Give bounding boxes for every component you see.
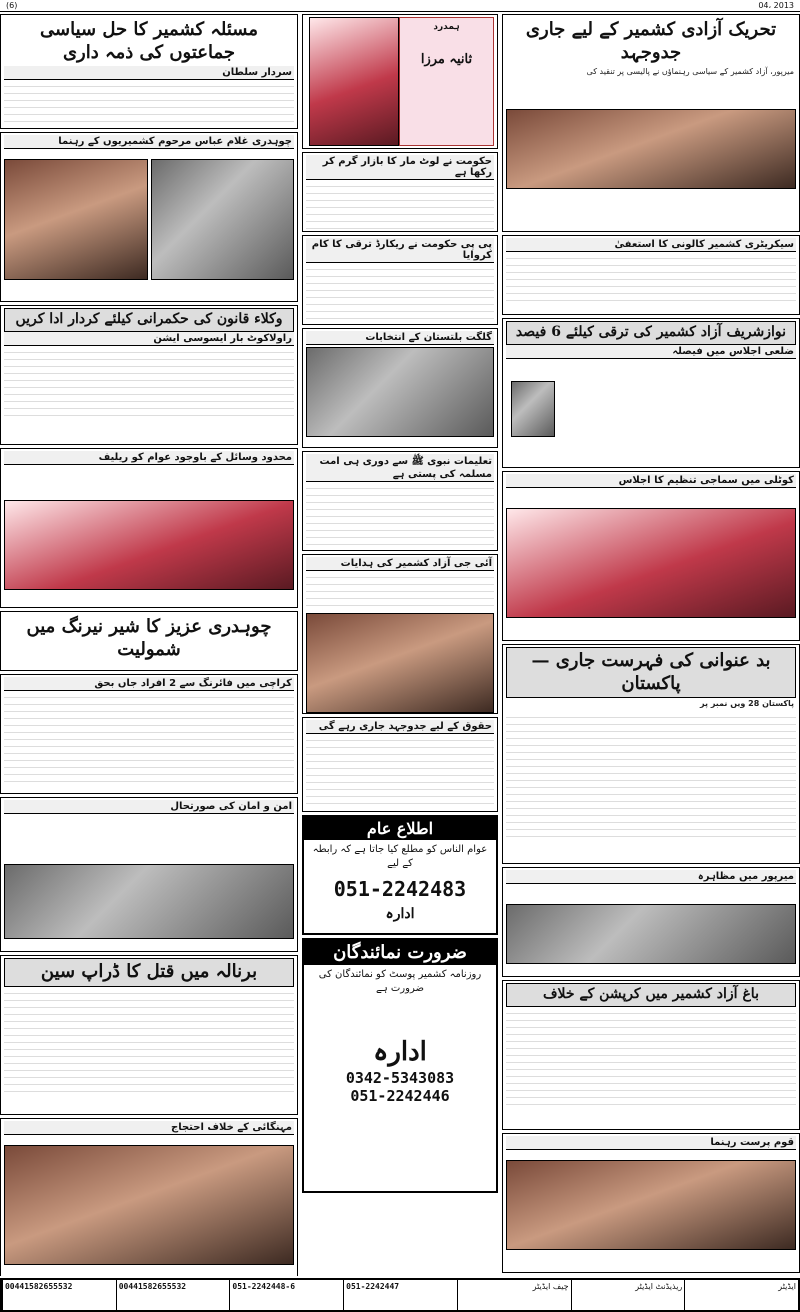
public-notice-text: عوام الناس کو مطلع کیا جاتا ہے کہ رابطہ کے لیے: [312, 844, 488, 869]
story-right-6: [502, 867, 800, 977]
story-left-8-headline: برنالہ میں قتل کا ڈراپ سین: [4, 958, 294, 987]
footer-resident-editor: ریذیڈنٹ ایڈیٹر: [571, 1280, 685, 1310]
officials-photo-1: [151, 159, 295, 280]
story-mid-1: [302, 152, 498, 232]
public-notice-ad: [302, 815, 498, 935]
celebrity-photo: [309, 17, 399, 146]
story-mid-4-headline: تعلیمات نبوی ﷺ سے دوری ہی امت مسلمہ کی پستی ہے: [306, 454, 494, 482]
lead-story-left: [0, 14, 298, 129]
story-mid-5-text: [306, 571, 494, 611]
story-left-6: [0, 674, 298, 794]
reporters-wanted-ad: [302, 938, 498, 1193]
story-right-7: [502, 980, 800, 1130]
story-left-9: [0, 1118, 298, 1276]
officials-photo-2: [4, 159, 148, 280]
lead-headline-left: مسئلہ کشمیر کا حل سیاسی جماعتوں کی ذمہ داری: [40, 19, 258, 63]
story-left-8-text: [4, 987, 294, 1097]
story-right-7-headline: باغ آزاد کشمیر میں کرپشن کے خلاف: [506, 983, 796, 1007]
event-photo-left: [4, 500, 294, 590]
story-left-3-headline: وکلاء قانون کی حکمرانی کیلئے کردار ادا کریں: [4, 308, 294, 332]
group-photo-right: [506, 508, 796, 618]
story-mid-2: [302, 235, 498, 325]
story-mid-3-headline: گلگت بلتستان کے انتخابات: [306, 331, 494, 345]
story-right-2-text: [506, 252, 796, 307]
story-left-3-text: [4, 346, 294, 416]
reporters-wanted-title: ضرورت نمائندگان: [304, 940, 496, 965]
story-left-5-headline: چوہدری عزیز کا شیر نیرنگ میں شمولیت: [26, 616, 272, 660]
gathering-photo: [4, 864, 294, 939]
story-mid-5: [302, 554, 498, 714]
lead-story-right: [502, 14, 800, 232]
middle-column: [302, 14, 498, 1276]
story-left-5: [0, 611, 298, 671]
story-right-4: [502, 471, 800, 641]
story-left-2: [0, 132, 298, 302]
footer-chief-editor: چیف ایڈیٹر: [457, 1280, 571, 1310]
story-left-8: [0, 955, 298, 1115]
story-mid-1-headline: حکومت نے لوٹ مار کا بازار گرم کر رکھا ہے: [306, 155, 494, 180]
public-notice-title: اطلاع عام: [304, 817, 496, 840]
story-right-4-headline: کوٹلی میں سماجی تنظیم کا اجلاس: [506, 474, 796, 488]
story-mid-2-headline: پی پی حکومت نے ریکارڈ ترقی کا کام کروایا: [306, 238, 494, 263]
story-right-8: [502, 1133, 800, 1273]
story-mid-6: [302, 717, 498, 812]
public-notice-sign: ادارہ: [385, 906, 415, 922]
women-photo: [506, 1160, 796, 1250]
story-right-2-headline: سیکریٹری کشمیر کالونی کا استعفیٰ: [506, 238, 796, 252]
masthead: [0, 0, 800, 12]
reporters-wanted-text: روزنامہ کشمیر پوسٹ کو نمائندگان کی ضرورت ہے: [318, 969, 482, 994]
footer-editor: ایڈیٹر: [684, 1280, 798, 1310]
lead-sub-left: سردار سلطان: [4, 66, 294, 80]
public-notice-phone: 051-2242483: [333, 877, 467, 901]
story-left-3: [0, 305, 298, 445]
lead-photo-right: [506, 109, 796, 189]
page-footer: [0, 1278, 800, 1312]
story-mid-6-text: [306, 734, 494, 804]
press-photo: [306, 613, 494, 713]
footer-phone-1: 051-2242447: [343, 1280, 457, 1310]
story-right-3-sub: ضلعی اجلاس میں فیصلہ: [506, 345, 796, 359]
footer-phone-3: 00441582655532: [116, 1280, 230, 1310]
rally-photo: [4, 1145, 294, 1265]
portrait-photo: [511, 381, 555, 437]
story-mid-2-text: [306, 263, 494, 325]
story-right-6-headline: میرپور میں مظاہرہ: [506, 870, 796, 884]
lead-text-right: میرپور، آزاد کشمیر کے سیاسی رہنماؤں نے پالیسی پر تنقید کی: [586, 67, 794, 76]
story-right-5: [502, 644, 800, 864]
story-mid-1-text: [306, 180, 494, 232]
meeting-photo: [306, 347, 494, 437]
lead-headline-right: تحریک آزادی کشمیر کے لیے جاری جدوجہد: [525, 19, 777, 63]
masthead-date: 2013 ،04: [758, 1, 794, 10]
celebrity-ad-name: ثانیہ مرزا: [420, 52, 473, 67]
lead-text-left: [4, 80, 294, 129]
story-left-7-headline: امن و امان کی صورتحال: [4, 800, 294, 814]
right-column: [502, 14, 800, 1276]
footer-phone-4: 00441582655532: [2, 1280, 116, 1310]
story-right-3: [502, 318, 800, 468]
story-right-5-stat: پاکستان 28 ویں نمبر پر: [700, 699, 794, 708]
story-left-3-sub: راولاکوٹ بار ایسوسی ایشن: [4, 332, 294, 346]
story-left-7: [0, 797, 298, 952]
story-left-6-text: [4, 691, 294, 786]
story-mid-4: [302, 451, 498, 551]
story-left-4: [0, 448, 298, 608]
story-left-6-headline: کراچی میں فائرنگ سے 2 افراد جاں بحق: [4, 677, 294, 691]
story-mid-5-headline: آئی جی آزاد کشمیر کی ہدایات: [306, 557, 494, 571]
celebrity-ad-title: ہمدرد: [433, 22, 460, 32]
story-right-3-headline: نوازشریف آزاد کشمیر کی ترقی کیلئے 6 فیصد: [506, 321, 796, 345]
story-right-8-headline: قوم پرست رہنما: [506, 1136, 796, 1150]
story-right-2: [502, 235, 800, 315]
story-left-9-headline: مہنگائی کے خلاف احتجاج: [4, 1121, 294, 1135]
story-left-4-headline: محدود وسائل کے باوجود عوام کو ریلیف: [4, 451, 294, 465]
reporters-wanted-phone-2: 051-2242446: [350, 1087, 450, 1105]
story-right-7-text: [506, 1007, 796, 1107]
reporters-wanted-sign: ادارہ: [373, 1037, 427, 1067]
story-mid-3: [302, 328, 498, 448]
story-mid-4-text: [306, 482, 494, 551]
footer-phone-2: 051-2242448-6: [229, 1280, 343, 1310]
story-right-5-text: [506, 711, 796, 841]
reporters-wanted-phone-1: 0342-5343083: [345, 1069, 455, 1087]
story-left-2-headline: چوہدری غلام عباس مرحوم کشمیریوں کے رہنما: [4, 135, 294, 149]
celebrity-ad: [302, 14, 498, 149]
story-right-5-headline: بد عنوانی کی فہرست جاری — پاکستان: [506, 647, 796, 698]
protest-photo: [506, 904, 796, 964]
story-mid-6-headline: حقوق کے لیے جدوجہد جاری رہے گی: [306, 720, 494, 734]
page-number: (6): [6, 1, 18, 10]
left-column: [0, 14, 298, 1276]
